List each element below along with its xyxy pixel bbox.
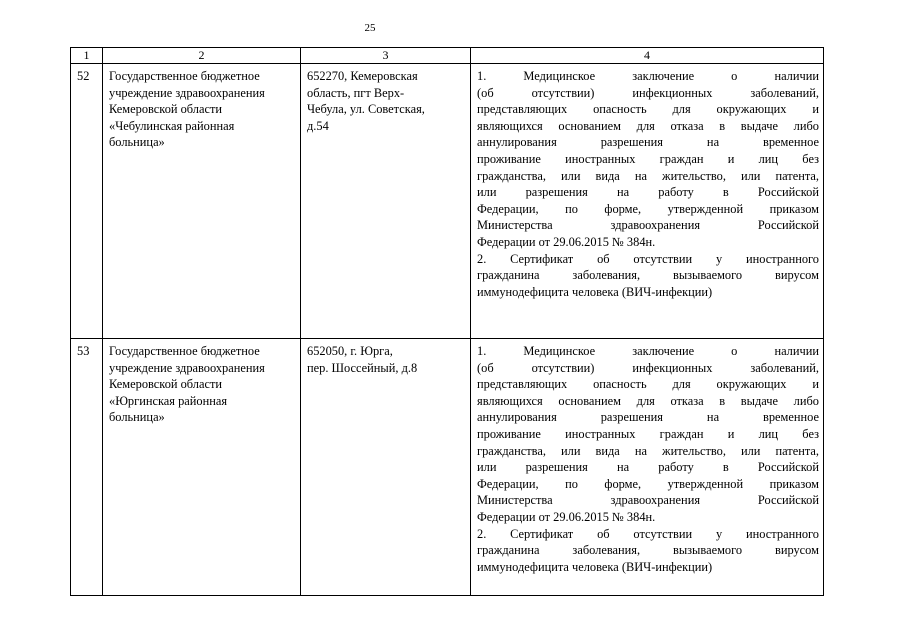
document-line: 1. Медицинское заключение о наличии	[477, 69, 819, 83]
address-line: 652050, г. Юрга,	[307, 344, 393, 358]
document-line: иммунодефицита человека (ВИЧ-инфекции)	[477, 559, 713, 574]
address-line: д.54	[307, 118, 329, 133]
address-line: 652270, Кемеровская	[307, 69, 418, 83]
column-header: 2	[103, 48, 301, 64]
table-header-row	[71, 48, 824, 64]
organization-line: «Юргинская районная	[109, 393, 228, 408]
document-line: (об отсутствии) инфекционных заболеваний,	[477, 85, 819, 100]
document-line: Федерации от 29.06.2015 № 384н.	[477, 234, 656, 249]
document-line: гражданина заболевания, вызываемого вирусом	[477, 543, 819, 558]
document-line: Федерации, по форме, утвержденной приказом	[477, 201, 819, 216]
page-number: 25	[364, 22, 376, 34]
row-number: 52	[71, 64, 103, 339]
row-number: 53	[71, 339, 103, 596]
address-cell	[301, 339, 471, 596]
document-line: являющихся основанием для отказа в выдаче либо	[477, 393, 819, 408]
document-line: аннулирования разрешения на временное	[477, 410, 819, 425]
table-row	[71, 339, 824, 596]
organization-line: «Чебулинская районная	[109, 118, 235, 133]
document-line: проживание иностранных граждан и лиц без	[477, 426, 819, 441]
document-line: Федерации от 29.06.2015 № 384н.	[477, 509, 656, 524]
document-line: 1. Медицинское заключение о наличии	[477, 344, 819, 358]
organization-line: учреждение здравоохранения	[109, 85, 265, 100]
document-line: иммунодефицита человека (ВИЧ-инфекции)	[477, 284, 713, 299]
document-line: Федерации, по форме, утвержденной приказом	[477, 476, 819, 491]
table-row	[71, 64, 824, 339]
document-line: гражданства, или вида на жительство, или патента,	[477, 443, 819, 458]
document-line: или разрешения на работу в Российской	[477, 460, 819, 475]
document-line: представляющих опасность для окружающих и	[477, 102, 819, 117]
document-line: Министерства здравоохранения Российской	[477, 218, 819, 233]
address-line: пер. Шоссейный, д.8	[307, 360, 418, 375]
document-line: аннулирования разрешения на временное	[477, 135, 819, 150]
document-line: представляющих опасность для окружающих и	[477, 377, 819, 392]
organization-line: больница»	[109, 135, 165, 150]
documents-cell	[471, 64, 824, 339]
column-header: 4	[471, 48, 824, 64]
address-line: Чебула, ул. Советская,	[307, 102, 425, 117]
organization-line: больница»	[109, 410, 165, 425]
organization-line: учреждение здравоохранения	[109, 360, 265, 375]
document-line: гражданина заболевания, вызываемого вирусом	[477, 268, 819, 283]
registry-table	[70, 47, 824, 596]
document-line: являющихся основанием для отказа в выдаче либо	[477, 118, 819, 133]
organization-line: Государственное бюджетное	[109, 69, 260, 83]
organization-cell	[103, 64, 301, 339]
document-line: гражданства, или вида на жительство, или патента,	[477, 168, 819, 183]
document-line: (об отсутствии) инфекционных заболеваний,	[477, 360, 819, 375]
document-line: 2. Сертификат об отсутствии у иностранного	[477, 251, 819, 266]
document-line: проживание иностранных граждан и лиц без	[477, 151, 819, 166]
document-line: Министерства здравоохранения Российской	[477, 493, 819, 508]
column-header: 3	[301, 48, 471, 64]
organization-cell	[103, 339, 301, 596]
document-line: 2. Сертификат об отсутствии у иностранного	[477, 526, 819, 541]
organization-line: Государственное бюджетное	[109, 344, 260, 358]
column-header: 1	[71, 48, 103, 64]
address-cell	[301, 64, 471, 339]
documents-cell	[471, 339, 824, 596]
organization-line: Кемеровской области	[109, 102, 223, 117]
document-line: или разрешения на работу в Российской	[477, 185, 819, 200]
organization-line: Кемеровской области	[109, 377, 223, 392]
address-line: область, пгт Верх-	[307, 85, 405, 100]
